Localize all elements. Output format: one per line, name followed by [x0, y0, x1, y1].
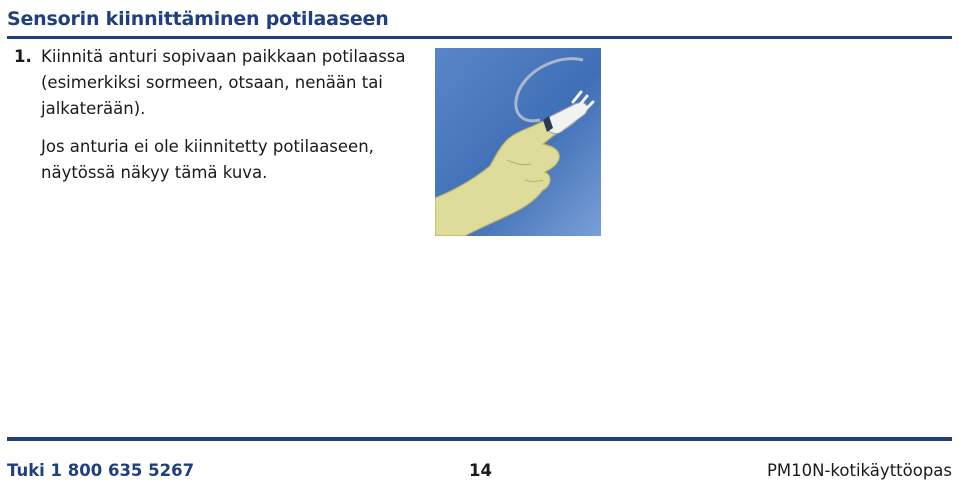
note-paragraph: Jos anturia ei ole kiinnitetty potilaaseen, näytössä näkyy tämä kuva.: [41, 137, 374, 182]
footer-divider: [7, 437, 952, 441]
page-number: 14: [469, 461, 492, 480]
step-number: 1.: [14, 47, 32, 66]
manual-title: PM10N-kotikäyttöopas: [766, 461, 952, 480]
page-footer: [7, 459, 952, 483]
step-text: Kiinnitä anturi sopivaan paikkaan potilaassa (esimerkiksi sormeen, otsaan, nenään tai jalkaterään).: [41, 47, 406, 118]
finger-sensor-illustration: [435, 48, 601, 236]
support-phone: Tuki 1 800 635 5267: [7, 461, 195, 480]
page-title: Sensorin kiinnittäminen potilaaseen: [7, 8, 389, 30]
section-heading: [7, 6, 952, 39]
instruction-step: [14, 44, 414, 122]
finger-sensor-icon: [435, 48, 601, 236]
